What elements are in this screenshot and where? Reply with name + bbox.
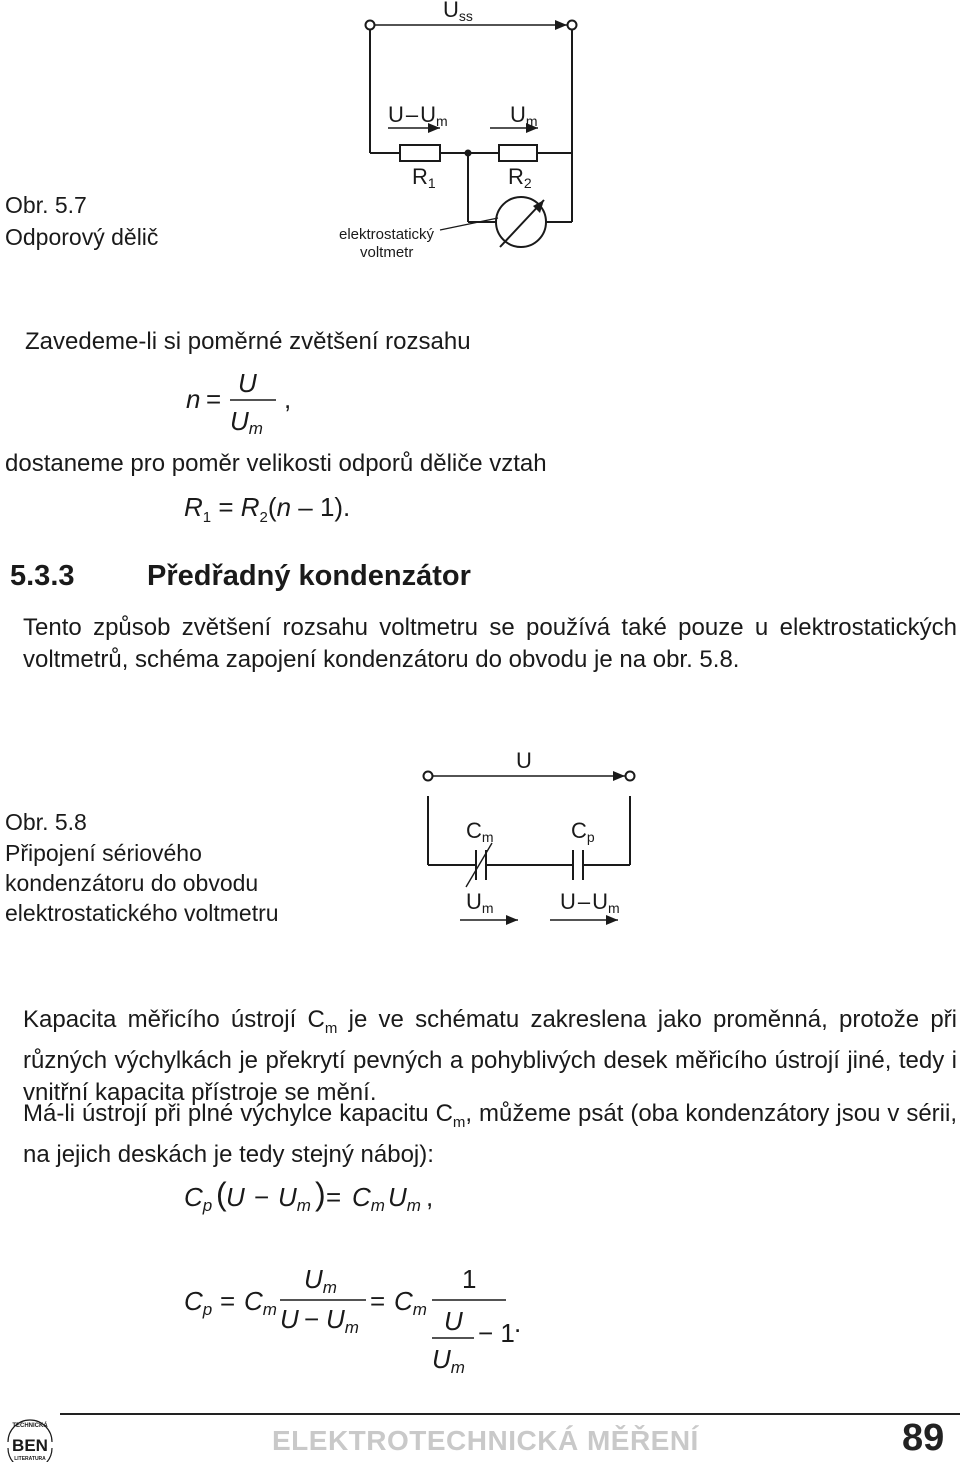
label-um: Um <box>466 889 494 916</box>
svg-text:BEN: BEN <box>12 1436 48 1455</box>
resistor-r1 <box>400 145 440 161</box>
paragraph-capacitance: Kapacita měřicího ústrojí $C_m$ je ve schématu zakreslena jako proměnná, protože při různých výchylkách je překrytí pevných a pohyblivých desek měřicího ústrojí jiné, tedy i vnitřní kapacita přístroje se mění. <box>23 1006 957 1106</box>
svg-text:=: = <box>220 1286 236 1316</box>
label-r2: R2 <box>508 164 532 191</box>
svg-text:=: = <box>206 384 222 414</box>
svg-text:Um: Um <box>326 1304 359 1337</box>
svg-text:Cp: Cp <box>184 1182 213 1215</box>
svg-text:1: 1 <box>462 1264 477 1294</box>
svg-text:.: . <box>514 1308 522 1338</box>
formula-r: $R_1 = R_2(n - 1)$. <box>184 492 351 527</box>
paragraph-intro: Tento způsob zvětšení rozsahu voltmetru se používá také pouze u elektrostatických voltmetrů, schéma zapojení kondenzátoru do obvodu je na obr. 5.8. <box>23 614 957 673</box>
svg-text:,: , <box>426 1182 434 1212</box>
svg-text:Um: Um <box>388 1182 421 1215</box>
svg-text:Cm: Cm <box>244 1286 277 1319</box>
label-uss: Uss <box>443 0 473 24</box>
svg-text:−: − <box>304 1304 320 1334</box>
label-u-minus-um: U–Um <box>388 102 448 129</box>
svg-text:−: − <box>254 1182 270 1212</box>
svg-text:Um: Um <box>230 406 263 438</box>
label-um: Um <box>510 102 538 129</box>
meter-label-line2: voltmetr <box>360 244 414 261</box>
figure-5-7-caption-text: Odporový dělič <box>5 224 159 250</box>
figure-5-8-caption-line2: kondenzátoru do obvodu <box>5 870 259 896</box>
svg-text:(: ( <box>216 1176 227 1212</box>
svg-text:=: = <box>326 1182 342 1212</box>
text-intro: Zavedeme-li si poměrné zvětšení rozsahu <box>25 328 471 355</box>
svg-text:Cm: Cm <box>352 1182 385 1215</box>
svg-text:n: n <box>186 384 201 414</box>
svg-text:U: U <box>238 370 257 398</box>
footer-rule <box>60 1413 960 1415</box>
svg-text:LITERATURA: LITERATURA <box>14 1456 46 1462</box>
svg-text:U: U <box>226 1182 245 1212</box>
formula-n <box>180 370 320 440</box>
svg-text:− 1: − 1 <box>478 1318 515 1348</box>
terminal-left <box>366 21 375 30</box>
resistor-r2 <box>499 145 537 161</box>
label-cp: Cp <box>571 818 595 845</box>
svg-text:U: U <box>444 1306 463 1336</box>
paragraph-full-deflection: Má-li ústrojí při plné výchylce kapacitu $C_m$, můžeme psát (oba kondenzátory jsou v sérii, na jejich deskách je tedy stejný náboj): <box>23 1100 958 1168</box>
figure-5-7-caption-number: Obr. 5.7 <box>5 192 87 218</box>
figure-5-8-diagram <box>400 740 660 940</box>
publisher-logo <box>2 1418 58 1462</box>
svg-text:Cm: Cm <box>394 1286 427 1319</box>
label-u: U <box>516 748 532 773</box>
svg-text:Cp: Cp <box>184 1286 213 1319</box>
footer-book-title: ELEKTROTECHNICKÁ MĚŘENÍ <box>272 1425 699 1456</box>
svg-text:=: = <box>370 1286 386 1316</box>
text-ratio: dostaneme pro poměr velikosti odporů děliče vztah <box>5 450 547 477</box>
svg-text:Um: Um <box>278 1182 311 1215</box>
label-u-um: U–Um <box>560 889 620 916</box>
svg-text:TECHNICKÁ: TECHNICKÁ <box>12 1423 48 1429</box>
svg-text:U: U <box>280 1304 299 1334</box>
figure-5-7-diagram <box>0 0 960 300</box>
section-number: 5.3.3 <box>10 560 75 592</box>
figure-5-8-caption-number: Obr. 5.8 <box>5 809 87 835</box>
figure-5-8-caption-line3: elektrostatického voltmetru <box>5 900 279 926</box>
svg-text:): ) <box>315 1176 326 1212</box>
formula-cp <box>180 1260 540 1390</box>
figure-5-8-caption-line1: Připojení sériového <box>5 840 202 866</box>
svg-text:,: , <box>284 384 292 414</box>
label-cm: Cm <box>466 818 494 845</box>
meter-label-line1: elektrostatický <box>339 226 435 243</box>
terminal-left <box>424 772 433 781</box>
svg-text:Um: Um <box>432 1344 465 1377</box>
svg-text:Um: Um <box>304 1264 337 1297</box>
terminal-right <box>626 772 635 781</box>
page-number: 89 <box>902 1417 945 1459</box>
formula-charge <box>180 1172 440 1222</box>
label-r1: R1 <box>412 164 436 191</box>
terminal-right <box>568 21 577 30</box>
section-title: Předřadný kondenzátor <box>147 560 471 592</box>
